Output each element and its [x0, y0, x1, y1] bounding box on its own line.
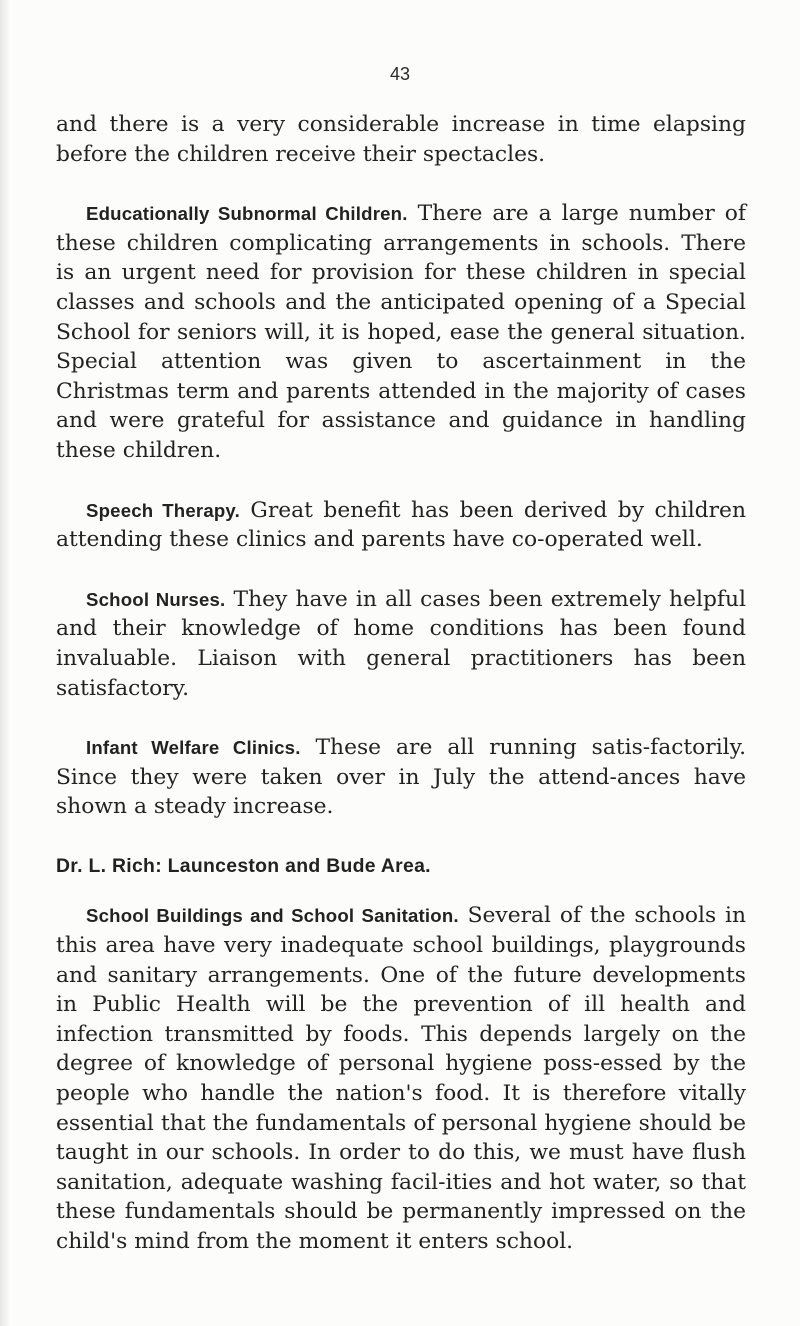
intro-text: and there is a very considerable increase in time elapsing before the children receive their spectacles. — [56, 112, 746, 167]
speech-heading: Speech Therapy. — [86, 499, 240, 521]
page-edge-shadow — [0, 0, 10, 1326]
intro-paragraph — [56, 110, 746, 169]
esn-paragraph — [56, 199, 746, 465]
infant-text: These are all running satis-factorily. Since they were taken over in July the attend-ances have shown a steady increase. — [56, 735, 746, 820]
esn-heading: Educationally Subnormal Children. — [86, 203, 408, 225]
speech-paragraph — [56, 496, 746, 555]
speech-text: Great benefit has been derived by children attending these clinics and parents have co-operated well. — [56, 497, 746, 553]
buildings-heading: School Buildings and School Sanitation. — [86, 905, 459, 927]
nurses-paragraph — [56, 585, 746, 703]
infant-paragraph — [56, 733, 746, 822]
nurses-text: They have in all cases been extremely helpful and their knowledge of home conditions has been found invaluable. Liaison with general practitioners has been satisfactory. — [56, 586, 746, 701]
nurses-heading: School Nurses. — [86, 588, 226, 610]
area-heading: Dr. L. Rich: Launceston and Bude Area. — [56, 854, 431, 877]
esn-text: There are a large number of these children complicating arrangements in schools. There is an urgent need for provision for these children in special classes and schools and the anticipated opening of a Special School for seniors will, it is hoped, ease the general situation. Special attention was given to ascertainment in the Christmas term and parents attended in the majority of cases and were grateful for assistance and guidance in handling these children. — [56, 201, 746, 463]
page-body — [56, 110, 746, 1287]
infant-heading: Infant Welfare Clinics. — [86, 737, 301, 759]
buildings-paragraph — [56, 901, 746, 1256]
page-number: 43 — [389, 64, 411, 84]
buildings-text: Several of the schools in this area have very inadequate school buildings, playgrounds and sanitary arrangements. One of the future developments in Public Health will be the prevention of ill health and infection transmitted by foods. This depends largely on the degree of knowledge of personal hygiene poss-essed by the people who handle the nation's food. It is therefore vitally essential that the fundamentals of personal hygiene should be taught in our schools. In order to do this, we must have flush sanitation, adequate washing facil-ities and hot water, so that these fundamentals should be permanently impressed on the child's mind from the moment it enters school. — [56, 903, 746, 1254]
